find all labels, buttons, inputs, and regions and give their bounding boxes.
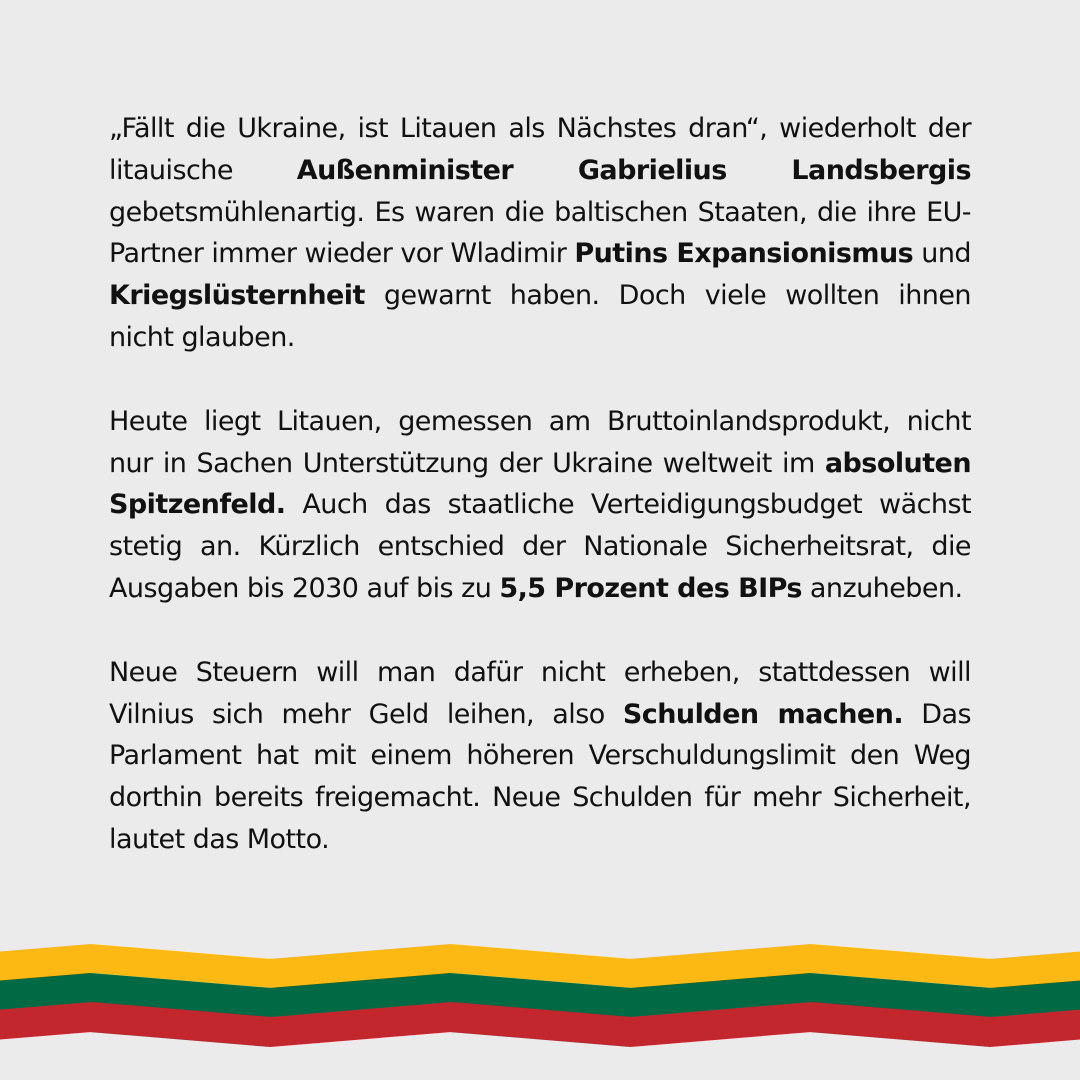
paragraph-1 bbox=[109, 108, 971, 359]
paragraph-2-highlight-gdp-share: 5,5 Prozent des BIPs bbox=[499, 572, 802, 604]
paragraph-2-text: Auch das staatliche Verteidigungsbudget wächst stetig an. Kürzlich entschied der Nationale Sicherheitsrat, die Ausgaben bis 2030 auf bis zu bbox=[109, 489, 971, 604]
paragraph-1-text: gebetsmühlenartig. Es waren die baltischen Staaten, die ihre EU-Partner immer wieder vor Wladimir bbox=[109, 196, 971, 270]
paragraph-3-text: Das Parlament hat mit einem höheren Verschuldungslimit den Weg dorthin bereits freigemacht. Neue Schulden für mehr Sicherheit, lautet das Motto. bbox=[109, 698, 972, 855]
paragraph-2-text: anzuheben. bbox=[801, 572, 963, 604]
paragraph-2 bbox=[109, 401, 971, 610]
paragraph-1-text: gewarnt haben. Doch viele wollten ihnen nicht glauben. bbox=[109, 280, 971, 353]
paragraph-1-text: „Fällt die Ukraine, ist Litauen als Nächstes dran“, wiederholt der litauische bbox=[109, 113, 971, 186]
paragraph-3-highlight-debt: Schulden machen. bbox=[622, 698, 904, 730]
paragraph-2-highlight-top-field: absoluten Spitzenfeld. bbox=[109, 447, 971, 521]
lithuanian-flag-zigzag bbox=[0, 930, 1080, 1080]
article-text bbox=[109, 108, 971, 903]
paragraph-1-highlight-minister: Außenminister Gabrielius Landsbergis bbox=[296, 154, 971, 186]
paragraph-1-highlight-warmongering: Kriegslüsternheit bbox=[109, 280, 365, 312]
paragraph-2-text: Heute liegt Litauen, gemessen am Bruttoinlandsprodukt, nicht nur in Sachen Unterstützung der Ukraine weltweit im bbox=[109, 405, 971, 479]
paragraph-1-highlight-expansionism: Putins Expansionismus bbox=[574, 238, 914, 270]
paragraph-3-text: Neue Steuern will man dafür nicht erheben, stattdessen will Vilnius sich mehr Geld leihen, also bbox=[109, 656, 971, 730]
red-zigzag-stripe bbox=[0, 1017, 1080, 1032]
green-zigzag-stripe bbox=[0, 988, 1080, 1003]
paragraph-1-text: und bbox=[913, 238, 971, 270]
paragraph-3 bbox=[109, 652, 971, 861]
yellow-zigzag-stripe bbox=[0, 959, 1080, 974]
